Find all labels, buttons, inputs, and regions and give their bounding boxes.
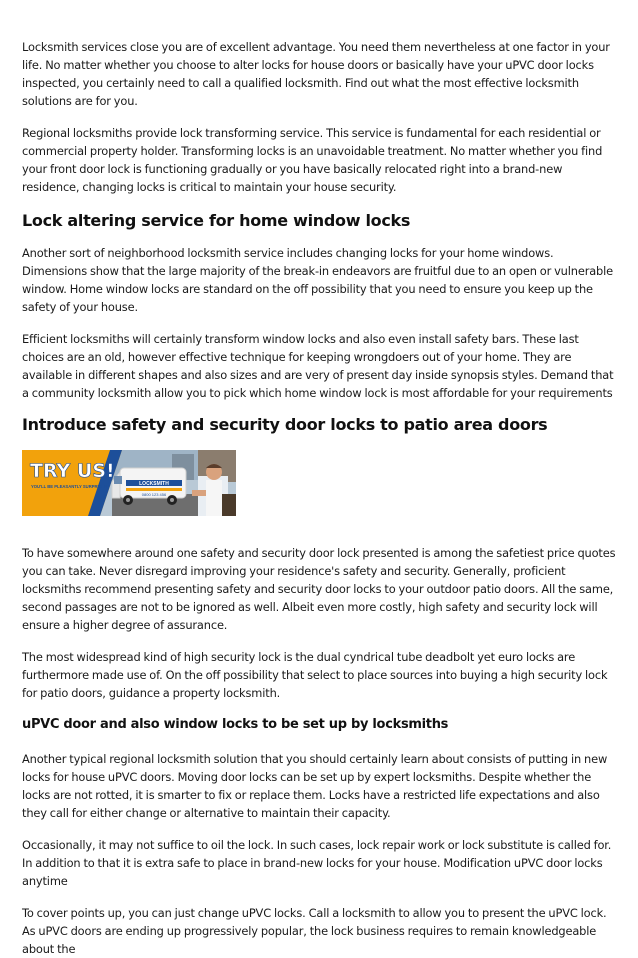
- paragraph-safety-bars: Efficient locksmiths will certainly transform window locks and also even install safety bars. These last choices are an old, however effective technique for keeping wrongdoers out of your home. They are available in different shapes and also sizes and are very of present day inside synopsis styles. Demand that a community locksmith allow you to pick which home window lock is most affordable for your requirements: [22, 332, 614, 400]
- van-text: LOCKSMITH: [139, 481, 169, 487]
- paragraph-high-security: The most widespread kind of high security lock is the dual cyndrical tube deadbolt yet euro locks are furthermore made use of. On the off possibility that select to place sources into buying a high security lock for patio doors, guidance a property locksmith.: [22, 650, 608, 700]
- heading-upvc-locks: uPVC door and also window locks to be set up by locksmiths: [22, 717, 449, 732]
- paragraph-lock-repair: Occasionally, it may not suffice to oil the lock. In such cases, lock repair work or lock substitute is called for. In addition to that it is extra safe to place in brand-new locks for your house. Modification uPVC door locks anytime: [22, 838, 612, 888]
- paragraph-intro: Locksmith services close you are of excellent advantage. You need them nevertheless at one factor in your life. No matter whether you choose to alter locks for house doors or basically have your uPVC door locks inspected, you certainly need to call a qualified locksmith. Find out what the most effective locksmith solutions are for you.: [22, 40, 610, 108]
- banner-headline: TRY US!: [30, 460, 115, 482]
- heading-window-locks: Lock altering service for home window locks: [22, 211, 411, 230]
- heading-patio-door-locks: Introduce safety and security door locks to patio area doors: [22, 415, 548, 434]
- banner-tagline: YOU'LL BE PLEASANTLY SURPRISED: [31, 484, 108, 489]
- banner-phone: 0800 123 456: [141, 492, 167, 497]
- locksmith-banner-image: [22, 450, 236, 516]
- paragraph-lock-transforming: Regional locksmiths provide lock transforming service. This service is fundamental for each residential or commercial property holder. Transforming locks is an unavoidable treatment. No matter whether you find your front door lock is functioning gradually or you have basically relocated right into a brand-new residence, changing locks is critical to maintain your house security.: [22, 126, 603, 194]
- article: [22, 38, 620, 958]
- paragraph-patio-locks: To have somewhere around one safety and security door lock presented is among the safetiest price quotes you can take. Never disregard improving your residence's safety and security. Generally, proficient locksmiths recommend presenting safety and security door locks to your outdoor patio doors. All the same, second passages are not to be ignored as well. Albeit even more costly, high safety and security lock will ensure a higher degree of assurance.: [22, 546, 616, 632]
- paragraph-upvc-install: Another typical regional locksmith solution that you should certainly learn about consists of putting in new locks for house uPVC doors. Moving door locks can be set up by expert locksmiths. Despite whether the locks are not rotted, it is smarter to fix or replace them. Locks have a restricted life expectations and also they call for either change or alternative to maintain their capacity.: [22, 752, 608, 820]
- paragraph-window-locks: Another sort of neighborhood locksmith service includes changing locks for your home windows. Dimensions show that the large majority of the break-in endeavors are fruitful due to an open or vulnerable window. Home window locks are standard on the off possibility that you need to ensure you keep up the safety of your house.: [22, 246, 614, 314]
- paragraph-summary: To cover points up, you can just change uPVC locks. Call a locksmith to allow you to present the uPVC lock. As uPVC doors are ending up progressively popular, the lock business requires to remain knowledgeable about the: [22, 906, 607, 956]
